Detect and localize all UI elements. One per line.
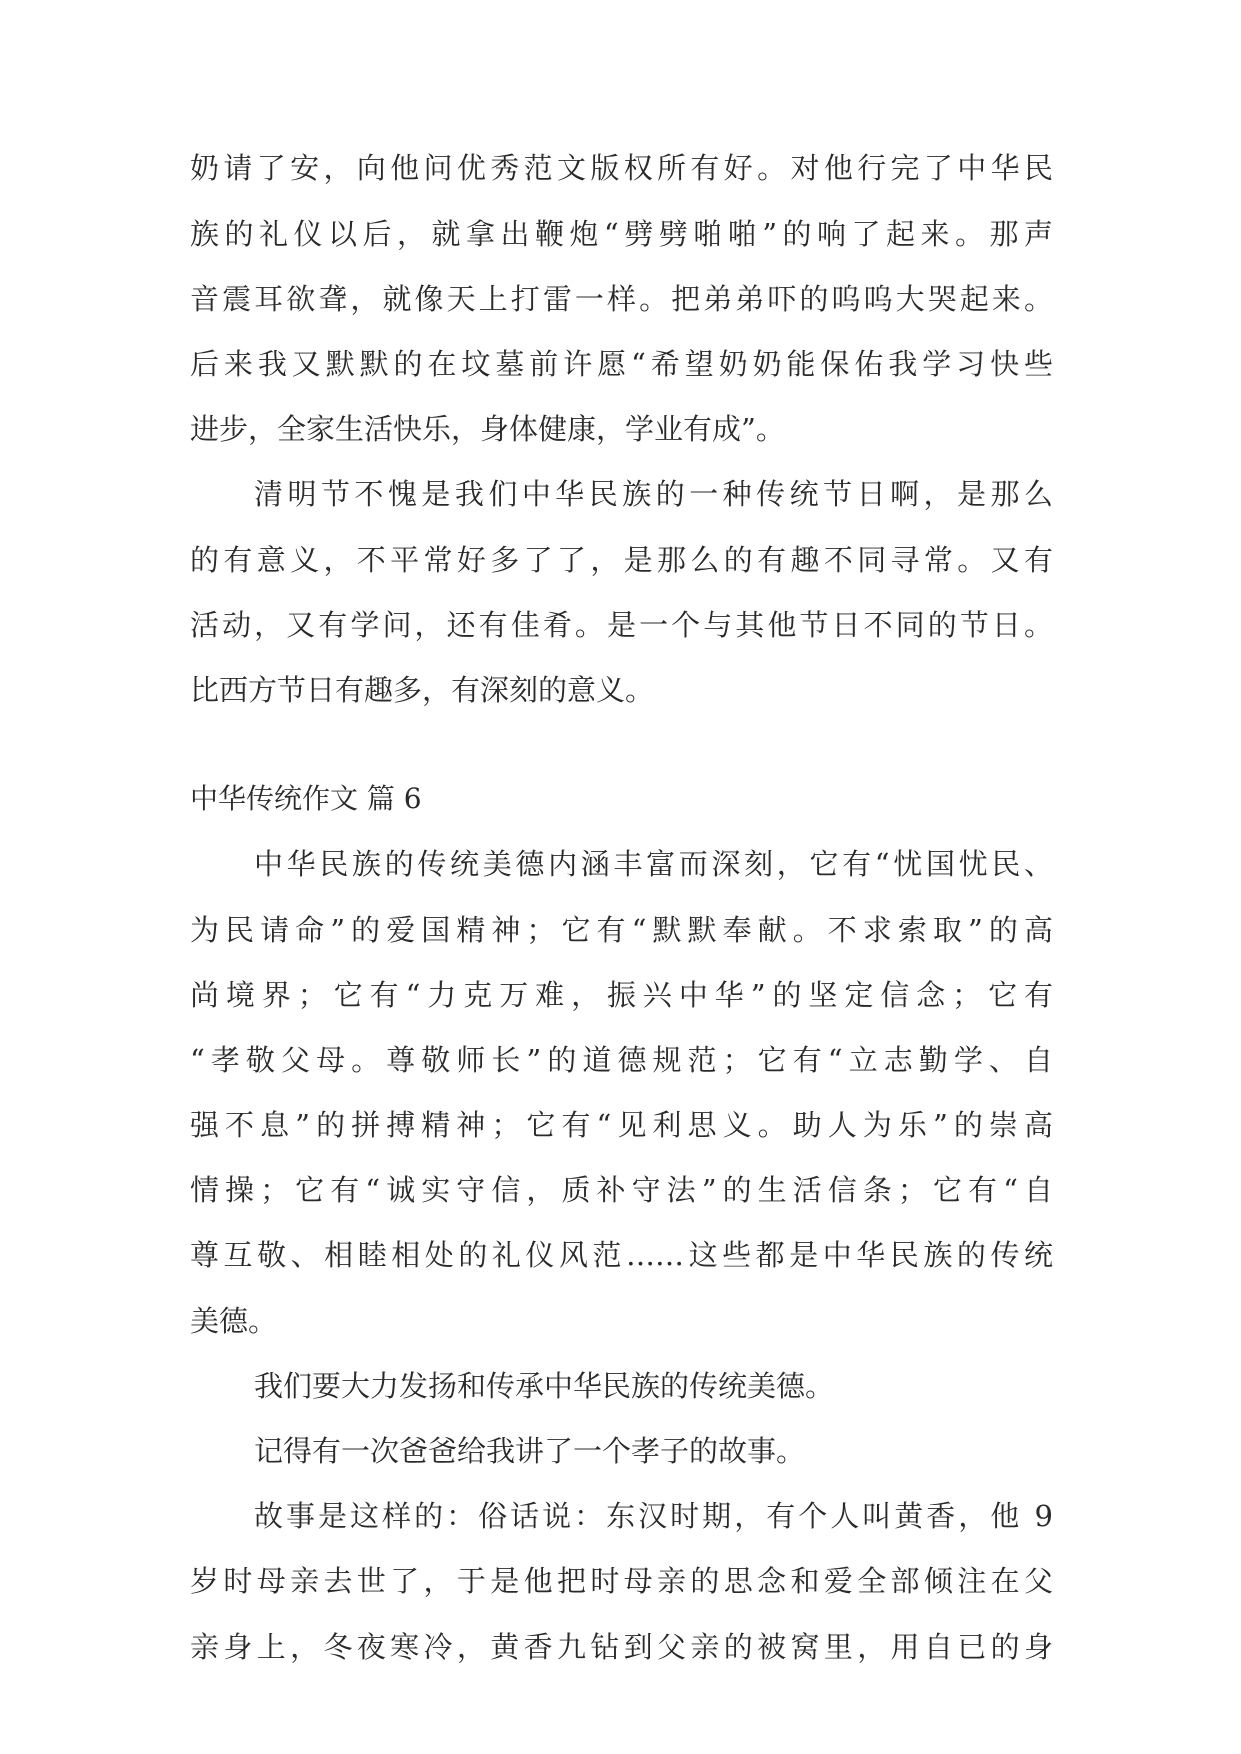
text-line: 尊互敬、相睦相处的礼仪风范……这些都是中华民族的传统	[190, 1238, 1053, 1272]
text-line: 亲身上，冬夜寒冷，黄香九钻到父亲的被窝里，用自已的身	[190, 1630, 1053, 1664]
text-line: “孝敬父母。尊敬师长”的道德规范；它有“立志勤学、自	[190, 1043, 1053, 1077]
text-line: 强不息”的拼搏精神；它有“见利思义。助人为乐”的崇高	[190, 1108, 1053, 1142]
text-line: 情操；它有“诚实守信，质补守法”的生活信条；它有“自	[190, 1173, 1053, 1207]
text-line: 的有意义，不平常好多了了，是那么的有趣不同寻常。又有	[190, 543, 1053, 577]
text-line: 我们要大力发扬和传承中华民族的传统美德。	[254, 1369, 835, 1403]
text-line: 故事是这样的：俗话说：东汉时期，有个人叫黄香，他 9	[254, 1499, 1053, 1533]
text-line: 比西方节日有趣多，有深刻的意义。	[190, 673, 655, 707]
text-line: 后来我又默默的在坟墓前许愿“希望奶奶能保佑我学习快些	[190, 347, 1053, 381]
text-line: 记得有一次爸爸给我讲了一个孝子的故事。	[254, 1434, 806, 1468]
text-line: 为民请命”的爱国精神；它有“默默奉献。不求索取”的高	[190, 913, 1053, 947]
text-line: 中华民族的传统美德内涵丰富而深刻，它有“忧国忧民、	[254, 847, 1053, 881]
text-line: 清明节不愧是我们中华民族的一种传统节日啊，是那么	[254, 477, 1053, 511]
text-line: 奶请了安，向他问优秀范文版权所有好。对他行完了中华民	[190, 151, 1053, 185]
text-line: 岁时母亲去世了，于是他把时母亲的思念和爱全部倾注在父	[190, 1564, 1053, 1598]
text-line: 进步，全家生活快乐，身体健康，学业有成”。	[190, 412, 785, 446]
text-line: 尚境界；它有“力克万难，振兴中华”的坚定信念；它有	[190, 978, 1053, 1012]
text-line: 族的礼仪以后，就拿出鞭炮“劈劈啪啪”的响了起来。那声	[190, 217, 1053, 251]
text-line: 音震耳欲聋，就像天上打雷一样。把弟弟吓的呜呜大哭起来。	[190, 282, 1053, 316]
text-line: 美德。	[190, 1304, 278, 1338]
section-heading: 中华传统作文 篇 6	[190, 782, 422, 815]
text-line: 活动，又有学问，还有佳肴。是一个与其他节日不同的节日。	[190, 608, 1053, 642]
